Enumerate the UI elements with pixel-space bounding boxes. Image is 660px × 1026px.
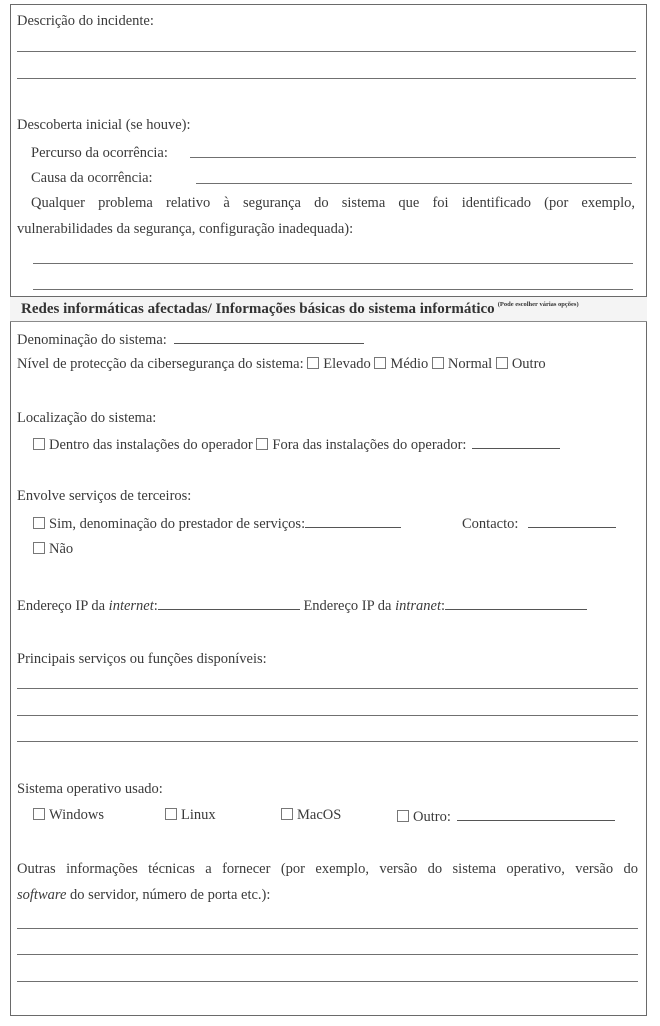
nivel-label: Nível de protecção da cibersegurança do sistema: [17, 356, 304, 372]
option-label: Dentro das instalações do operador [49, 437, 253, 453]
terceiros-nao[interactable] [33, 540, 73, 558]
option-label: Não [49, 541, 74, 557]
checkbox[interactable] [33, 438, 45, 450]
option-label: Médio [390, 356, 429, 372]
servicos-label: Principais serviços ou funções disponíveis: [17, 651, 267, 667]
checkbox[interactable] [374, 357, 386, 369]
localizacao-fora-field[interactable] [472, 434, 560, 449]
checkbox[interactable] [397, 810, 409, 822]
prestador-field[interactable] [305, 513, 401, 528]
localizacao-dentro[interactable] [33, 437, 253, 453]
percurso-label: Percurso da ocorrência: [31, 145, 168, 161]
checkbox[interactable] [33, 517, 45, 529]
so-outro-field[interactable] [457, 806, 615, 821]
causa-field[interactable] [196, 183, 632, 184]
percurso-field[interactable] [190, 157, 636, 158]
descricao-line-2[interactable] [17, 78, 636, 79]
outras-text-2 [17, 886, 270, 904]
denominacao-field[interactable] [174, 329, 364, 344]
so-windows[interactable] [33, 806, 104, 824]
nivel-row [17, 355, 546, 373]
localizacao-label: Localização do sistema: [17, 410, 157, 426]
problema-line-1[interactable] [33, 263, 633, 264]
colon: : [441, 598, 446, 614]
checkbox[interactable] [33, 808, 45, 820]
outras-text-2-rest: do servidor, número de porta etc.): [66, 887, 271, 903]
problema-line-2[interactable] [33, 289, 633, 290]
contacto-row [462, 513, 616, 533]
outras-line-2[interactable] [17, 954, 638, 955]
outras-line-3[interactable] [17, 981, 638, 982]
ip-internet-label: Endereço IP da [17, 598, 109, 614]
so-outro[interactable] [397, 806, 615, 826]
outras-line-1[interactable] [17, 928, 638, 929]
ip-internet-field[interactable] [158, 595, 300, 610]
nivel-option-elevado[interactable] [307, 356, 371, 372]
software-italic: software [17, 887, 67, 903]
ip-intranet-label: Endereço IP da [303, 598, 396, 614]
option-label: Normal [447, 356, 493, 372]
colon: : [153, 598, 158, 614]
section-note: (Pode escolher várias opções) [497, 301, 579, 308]
causa-label: Causa da ocorrência: [31, 170, 153, 186]
terceiros-sim-row [33, 513, 401, 533]
contacto-field[interactable] [528, 513, 616, 528]
checkbox[interactable] [165, 808, 177, 820]
localizacao-fora[interactable] [256, 437, 466, 453]
checkbox[interactable] [307, 357, 319, 369]
problema-text-2: vulnerabilidades da segurança, configuração inadequada): [17, 221, 354, 237]
contacto-label: Contacto: [462, 516, 519, 532]
problema-text-1: Qualquer problema relativo à segurança do sistema que foi identificado (por exemplo, [31, 195, 635, 211]
option-label: Elevado [323, 356, 371, 372]
localizacao-row [33, 434, 560, 454]
checkbox[interactable] [256, 438, 268, 450]
section-header [10, 296, 647, 322]
checkbox[interactable] [281, 808, 293, 820]
so-label: Sistema operativo usado: [17, 781, 163, 797]
descricao-label: Descrição do incidente: [17, 13, 154, 29]
section-title-text: Redes informáticas afectadas/ Informações básicas do sistema informático [21, 301, 495, 317]
nivel-option-medio[interactable] [374, 356, 428, 372]
checkbox[interactable] [432, 357, 444, 369]
servicos-line-3[interactable] [17, 741, 638, 742]
option-label: MacOS [297, 807, 342, 823]
nivel-option-outro[interactable] [496, 356, 546, 372]
ip-intranet-italic: intranet [395, 598, 442, 614]
option-label: Fora das instalações do operador: [272, 437, 467, 453]
nivel-option-normal[interactable] [432, 356, 492, 372]
servicos-line-2[interactable] [17, 715, 638, 716]
outras-text-1: Outras informações técnicas a fornecer (por exemplo, versão do sistema operativo, versão do [17, 861, 638, 877]
option-label: Windows [49, 807, 104, 823]
option-label: Sim, denominação do prestador de serviços: [49, 516, 306, 532]
descricao-line-1[interactable] [17, 51, 636, 52]
so-linux[interactable] [165, 806, 216, 824]
descoberta-label: Descoberta inicial (se houve): [17, 117, 191, 133]
option-label: Outro [511, 356, 546, 372]
ip-intranet-field[interactable] [445, 595, 587, 610]
ip-row [17, 595, 587, 615]
option-label: Linux [181, 807, 216, 823]
terceiros-sim[interactable] [33, 516, 305, 532]
checkbox[interactable] [496, 357, 508, 369]
servicos-line-1[interactable] [17, 688, 638, 689]
denominacao-label: Denominação do sistema: [17, 332, 167, 348]
so-macos[interactable] [281, 806, 341, 824]
section-title [21, 301, 579, 318]
denominacao-row [17, 329, 364, 349]
ip-internet-italic: internet [108, 598, 154, 614]
checkbox[interactable] [33, 542, 45, 554]
option-label: Outro: [413, 809, 451, 825]
terceiros-label: Envolve serviços de terceiros: [17, 488, 192, 504]
